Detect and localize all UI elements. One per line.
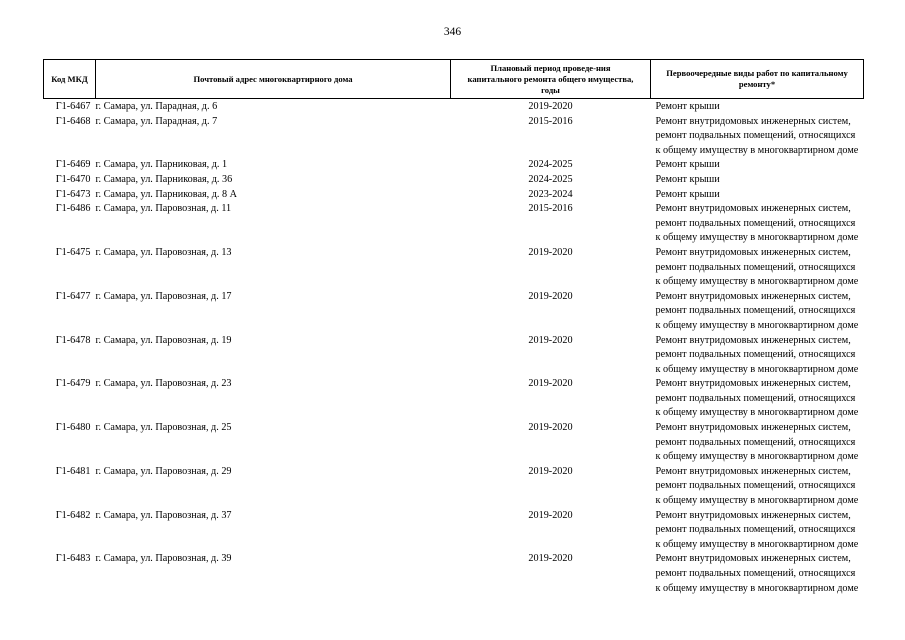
row-period: 2019-2020	[528, 465, 573, 477]
row-code: Г1-6470	[55, 173, 91, 185]
row-period: 2015-2016	[528, 203, 573, 215]
table-header	[44, 60, 864, 99]
row-address: г. Самара, ул. Паровозная, д. 39	[95, 553, 232, 565]
row-address: г. Самара, ул. Паровозная, д. 11	[95, 203, 232, 215]
row-address: г. Самара, ул. Паровозная, д. 19	[95, 334, 232, 346]
row-address: г. Самара, ул. Паровозная, д. 23	[95, 378, 232, 390]
table-row	[44, 173, 864, 188]
table-row	[44, 334, 864, 378]
row-works: Ремонт внутридомовых инженерных систем, ремонт подвальных помещений, относящихся к общему имуществу в многоквартирном доме	[655, 509, 859, 550]
row-code: Г1-6468	[55, 115, 91, 127]
row-address: г. Самара, ул. Паровозная, д. 17	[95, 290, 232, 302]
row-works: Ремонт внутридомовых инженерных систем, ремонт подвальных помещений, относящихся к общему имуществу в многоквартирном доме	[655, 290, 859, 331]
row-works: Ремонт крыши	[655, 173, 720, 185]
row-address: г. Самара, ул. Паровозная, д. 25	[95, 422, 232, 434]
row-works: Ремонт внутридомовых инженерных систем, ремонт подвальных помещений, относящихся к общему имуществу в многоквартирном доме	[655, 553, 859, 594]
row-works: Ремонт внутридомовых инженерных систем, ремонт подвальных помещений, относящихся к общему имуществу в многоквартирном доме	[655, 334, 859, 375]
table-row	[44, 115, 864, 159]
table-row	[44, 290, 864, 334]
row-period: 2024-2025	[528, 159, 573, 171]
row-works: Ремонт внутридомовых инженерных систем, ремонт подвальных помещений, относящихся к общему имуществу в многоквартирном доме	[655, 465, 859, 507]
row-period: 2019-2020	[528, 509, 573, 521]
row-works: Ремонт внутридомовых инженерных систем, ремонт подвальных помещений, относящихся к общему имуществу в многоквартирном доме	[655, 246, 859, 288]
header-works: Первоочередные виды работ по капитальному ремонту*	[651, 60, 864, 99]
table-row	[44, 188, 864, 203]
row-address: г. Самара, ул. Парадная, д. 6	[95, 101, 218, 112]
row-address: г. Самара, ул. Парниковая, д. 8 А	[95, 188, 238, 200]
row-period: 2019-2020	[528, 101, 573, 112]
row-code: Г1-6482	[55, 509, 91, 521]
row-period: 2019-2020	[528, 290, 573, 302]
row-works: Ремонт внутридомовых инженерных систем, ремонт подвальных помещений, относящихся к общему имуществу в многоквартирном доме	[655, 115, 859, 156]
row-code: Г1-6479	[55, 378, 91, 390]
row-address: г. Самара, ул. Паровозная, д. 37	[95, 509, 232, 521]
row-period: 2019-2020	[528, 422, 573, 434]
row-address: г. Самара, ул. Паровозная, д. 29	[95, 465, 232, 477]
table-row	[44, 421, 864, 465]
table-row	[44, 377, 864, 421]
row-period: 2024-2025	[528, 173, 573, 185]
row-code: Г1-6486	[55, 203, 91, 215]
row-address: г. Самара, ул. Паровозная, д. 13	[95, 246, 232, 258]
row-period: 2015-2016	[528, 115, 573, 127]
row-works: Ремонт внутридомовых инженерных систем, ремонт подвальных помещений, относящихся к общему имуществу в многоквартирном доме	[655, 378, 859, 419]
row-address: г. Самара, ул. Парниковая, д. 1	[95, 159, 228, 171]
row-period: 2019-2020	[528, 246, 573, 258]
repair-schedule-table	[43, 59, 864, 596]
row-address: г. Самара, ул. Парниковая, д. 36	[95, 173, 233, 185]
table-row	[44, 509, 864, 553]
row-works: Ремонт внутридомовых инженерных систем, ремонт подвальных помещений, относящихся к общему имуществу в многоквартирном доме	[655, 203, 859, 244]
row-code: Г1-6477	[55, 290, 91, 302]
page-number: 346	[443, 26, 462, 38]
row-works: Ремонт крыши	[655, 188, 720, 200]
table-row	[44, 246, 864, 290]
row-code: Г1-6467	[55, 101, 91, 112]
row-code: Г1-6481	[55, 465, 91, 477]
row-address: г. Самара, ул. Парадная, д. 7	[95, 115, 218, 127]
header-period: Плановый период проведе-ния капитального ремонта общего имущества, годы	[451, 60, 651, 99]
row-period: 2019-2020	[528, 378, 573, 390]
header-address: Почтовый адрес многоквартирного дома	[96, 60, 451, 99]
row-works: Ремонт внутридомовых инженерных систем, ремонт подвальных помещений, относящихся к общему имуществу в многоквартирном доме	[655, 422, 859, 463]
row-works: Ремонт крыши	[655, 159, 720, 171]
row-period: 2019-2020	[528, 553, 573, 565]
row-period: 2023-2024	[528, 188, 573, 200]
row-code: Г1-6473	[55, 188, 91, 200]
header-code: Код МКД	[44, 60, 96, 99]
row-period: 2019-2020	[528, 334, 573, 346]
table-body	[44, 99, 864, 597]
table-row	[44, 202, 864, 246]
table-row	[44, 552, 864, 596]
row-code: Г1-6469	[55, 159, 91, 171]
row-code: Г1-6475	[55, 246, 91, 258]
row-code: Г1-6480	[55, 422, 91, 434]
table-row	[44, 99, 864, 115]
row-code: Г1-6478	[55, 334, 91, 346]
table-row	[44, 465, 864, 509]
table-row	[44, 158, 864, 173]
row-code: Г1-6483	[55, 553, 91, 565]
row-works: Ремонт крыши	[655, 101, 720, 112]
